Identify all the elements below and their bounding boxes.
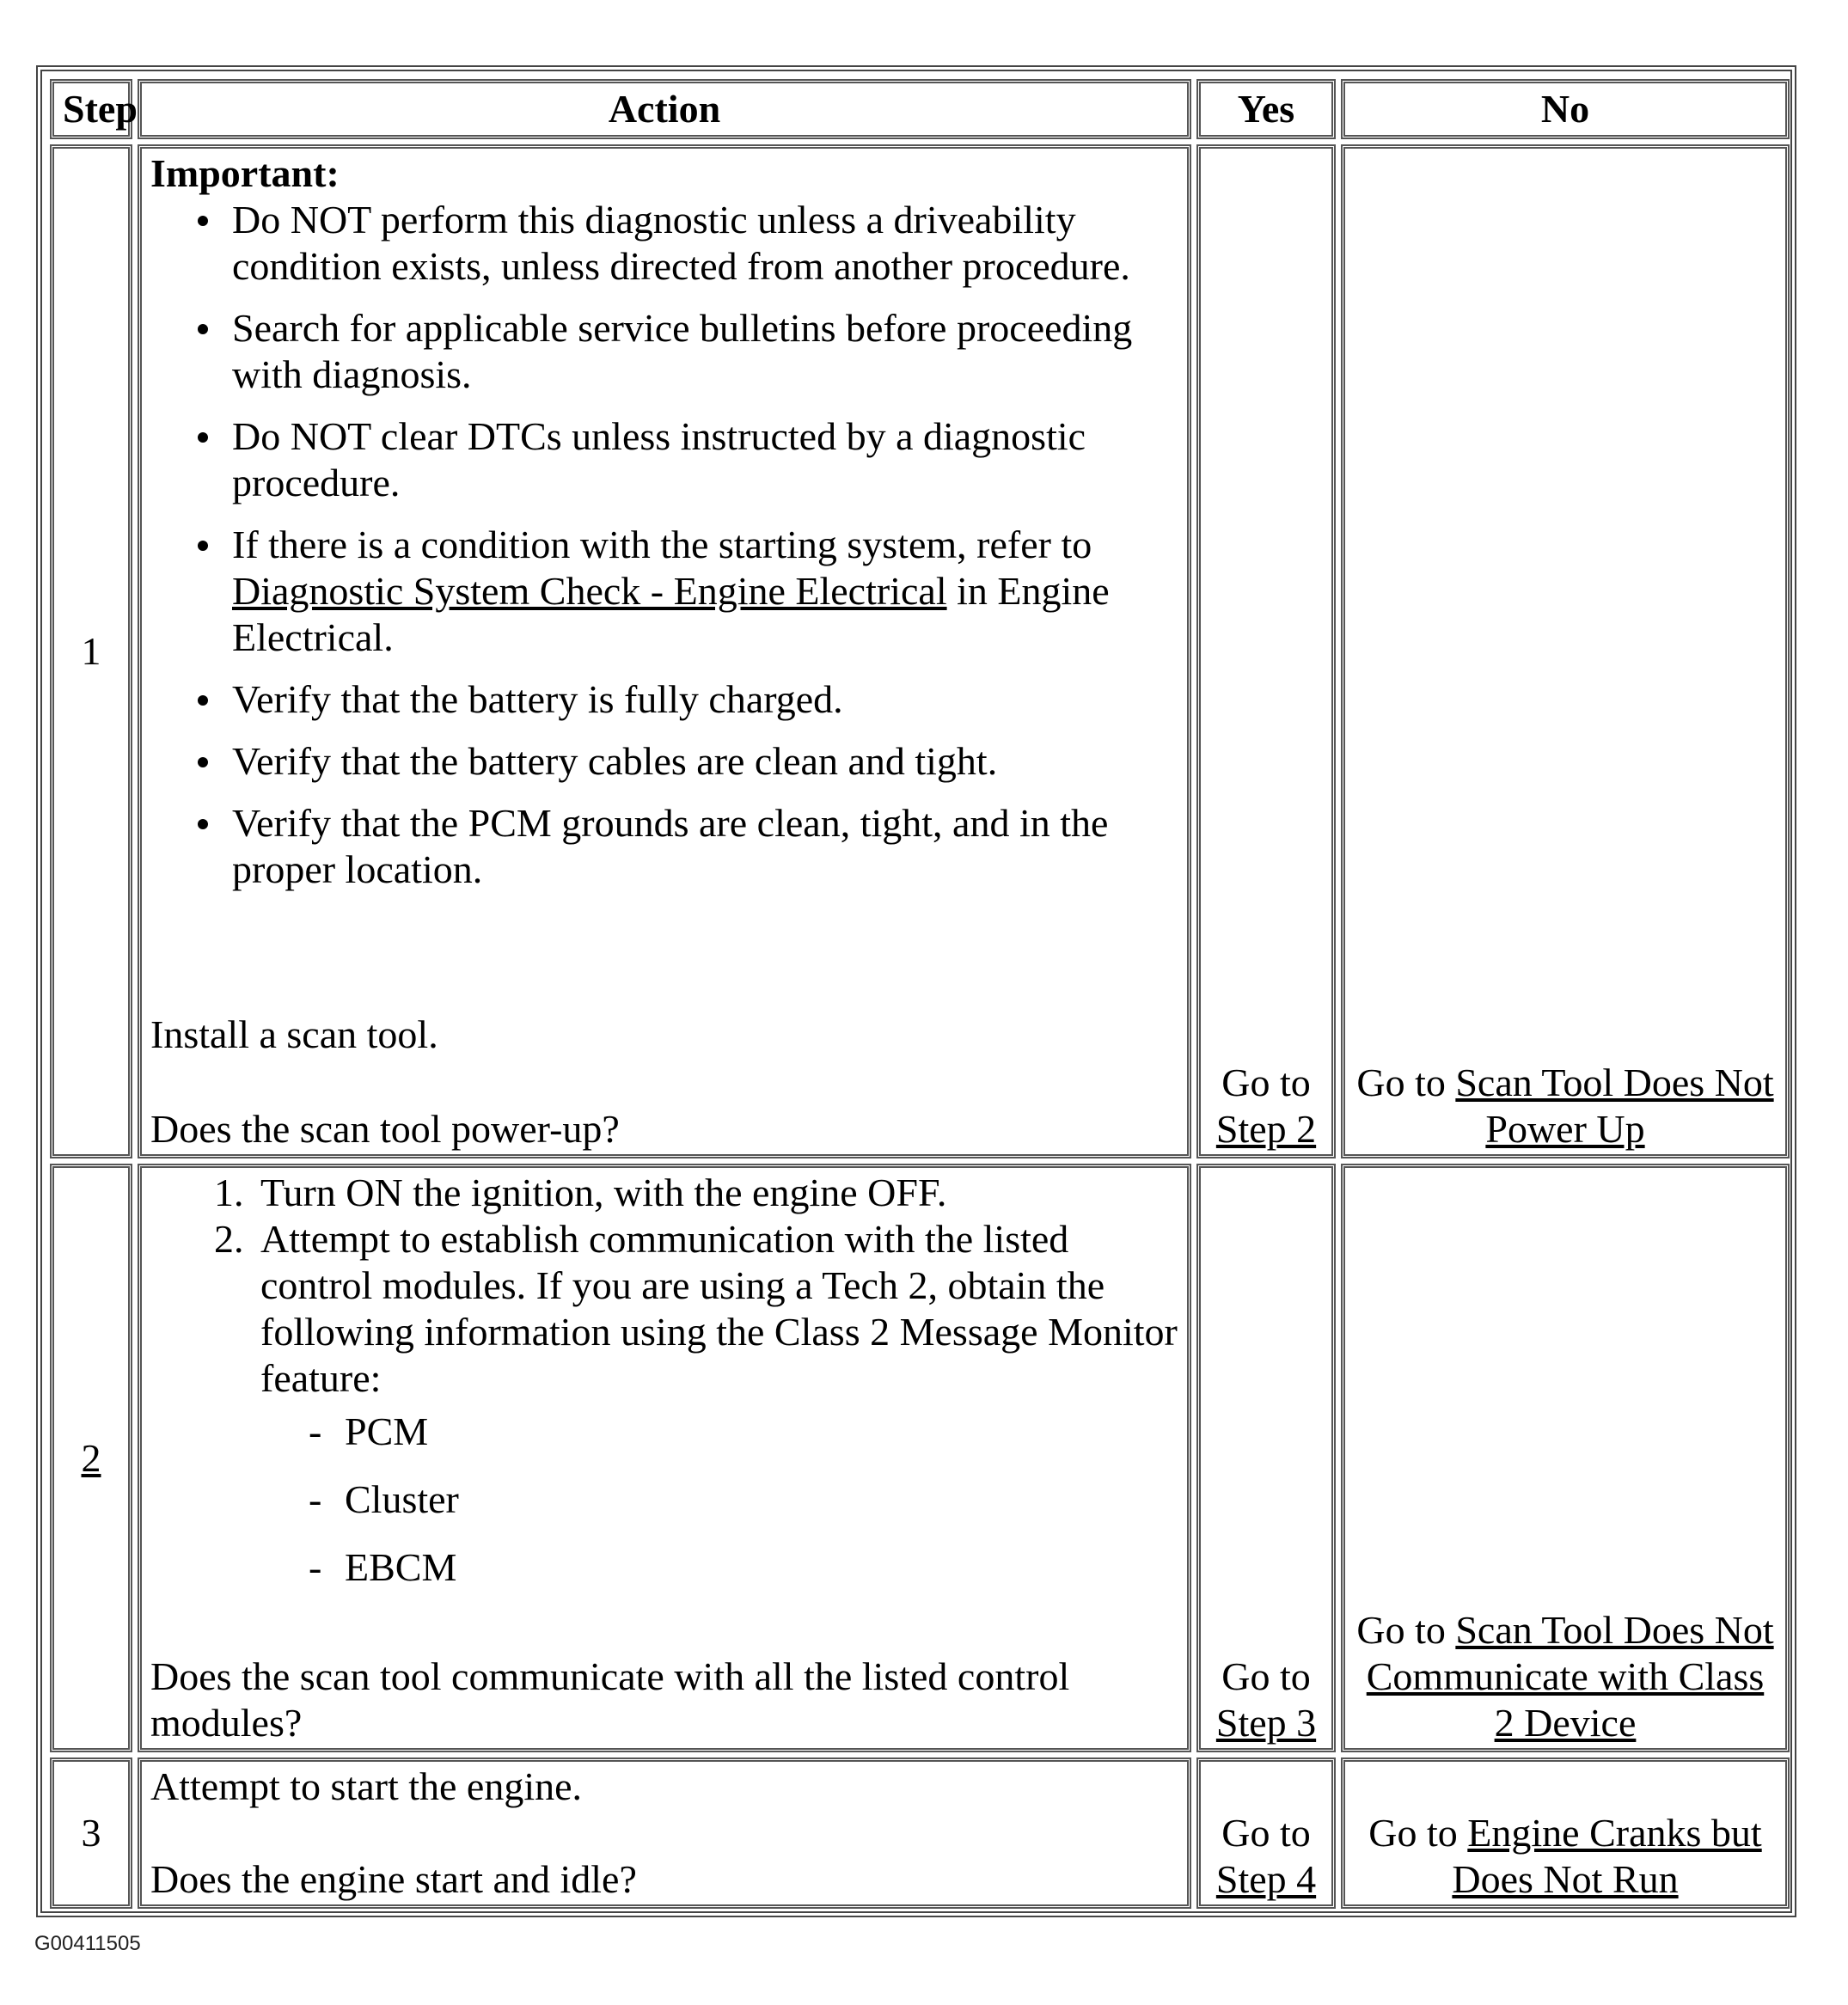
yes-prefix: Go to: [1221, 1811, 1311, 1855]
step-3-link[interactable]: Step 3: [1215, 1701, 1317, 1745]
module-pcm: - PCM: [309, 1409, 1178, 1455]
scan-tool-no-power-link[interactable]: Scan Tool Does Not Power Up: [1455, 1061, 1774, 1151]
module-ebcm: - EBCM: [309, 1544, 1178, 1591]
list-item-text: in Engine Electrical.: [232, 569, 1110, 659]
action-cell: [138, 1164, 1191, 1752]
list-item: Do NOT perform this diagnostic unless a driveability condition exists, unless directed from another procedure.: [232, 197, 1178, 290]
yes-cell: [1196, 1757, 1336, 1909]
header-action: Action: [138, 79, 1191, 139]
list-item: [232, 522, 1178, 661]
module-list: [260, 1409, 1178, 1591]
important-label: Important:: [150, 151, 340, 195]
step-number: [50, 1164, 132, 1752]
step-number: 1: [50, 144, 132, 1158]
no-cell: [1341, 144, 1790, 1158]
table-header-row: [50, 79, 1790, 139]
no-prefix: Go to: [1356, 1061, 1456, 1104]
list-item: [254, 1216, 1178, 1591]
no-prefix: Go to: [1368, 1811, 1468, 1855]
instruction-text: Attempt to start the engine.: [150, 1764, 583, 1808]
list-item: Search for applicable service bulletins before proceeding with diagnosis.: [232, 305, 1178, 398]
instruction-text: Install a scan tool.: [150, 1012, 438, 1056]
procedure-steps: [150, 1170, 1178, 1612]
yes-prefix: Go to: [1221, 1654, 1311, 1698]
no-cell: [1341, 1757, 1790, 1909]
header-no: No: [1341, 79, 1790, 139]
question-text: Does the scan tool communicate with all the listed control modules?: [150, 1654, 1070, 1745]
yes-prefix: Go to: [1221, 1061, 1311, 1104]
list-item: Verify that the PCM grounds are clean, tight, and in the proper location.: [232, 800, 1178, 893]
step-4-link[interactable]: Step 4: [1215, 1857, 1317, 1901]
no-prefix: Go to: [1356, 1608, 1456, 1652]
table-row: [50, 144, 1790, 1158]
important-list: [150, 197, 1178, 908]
step-number: 3: [50, 1757, 132, 1909]
list-item-text: Attempt to establish communication with the listed control modules. If you are using a Tech 2, obtain the following information using the Class 2 Message Monitor feature:: [260, 1217, 1178, 1400]
diagnostic-table-frame: [36, 65, 1796, 1917]
yes-cell: [1196, 144, 1336, 1158]
table-row: [50, 1757, 1790, 1909]
engine-cranks-link[interactable]: Engine Cranks but Does Not Run: [1452, 1811, 1762, 1901]
yes-cell: [1196, 1164, 1336, 1752]
step-number-link: 2: [81, 1435, 101, 1480]
list-item: Verify that the battery cables are clean and tight.: [232, 738, 1178, 785]
list-item-text: If there is a condition with the starting system, refer to: [232, 523, 1092, 566]
figure-id: G00411505: [34, 1932, 141, 1955]
action-cell: [138, 1757, 1191, 1909]
module-cluster: - Cluster: [309, 1476, 1178, 1523]
list-item: 1. Turn ON the ignition, with the engine OFF.: [254, 1170, 1178, 1216]
question-text: Does the scan tool power-up?: [150, 1107, 620, 1151]
step-2-link[interactable]: Step 2: [1215, 1107, 1317, 1151]
list-item: Verify that the battery is fully charged.: [232, 676, 1178, 723]
diagnostic-table: [45, 74, 1795, 1914]
action-cell: [138, 144, 1191, 1158]
header-yes: Yes: [1196, 79, 1336, 139]
engine-electrical-check-link[interactable]: Diagnostic System Check - Engine Electrical: [232, 569, 947, 613]
scan-tool-no-communicate-link[interactable]: Scan Tool Does Not Communicate with Class 2 Device: [1366, 1608, 1774, 1745]
question-text: Does the engine start and idle?: [150, 1857, 637, 1901]
list-item: Do NOT clear DTCs unless instructed by a diagnostic procedure.: [232, 413, 1178, 506]
header-step: Step: [50, 79, 132, 139]
table-row: [50, 1164, 1790, 1752]
no-cell: [1341, 1164, 1790, 1752]
